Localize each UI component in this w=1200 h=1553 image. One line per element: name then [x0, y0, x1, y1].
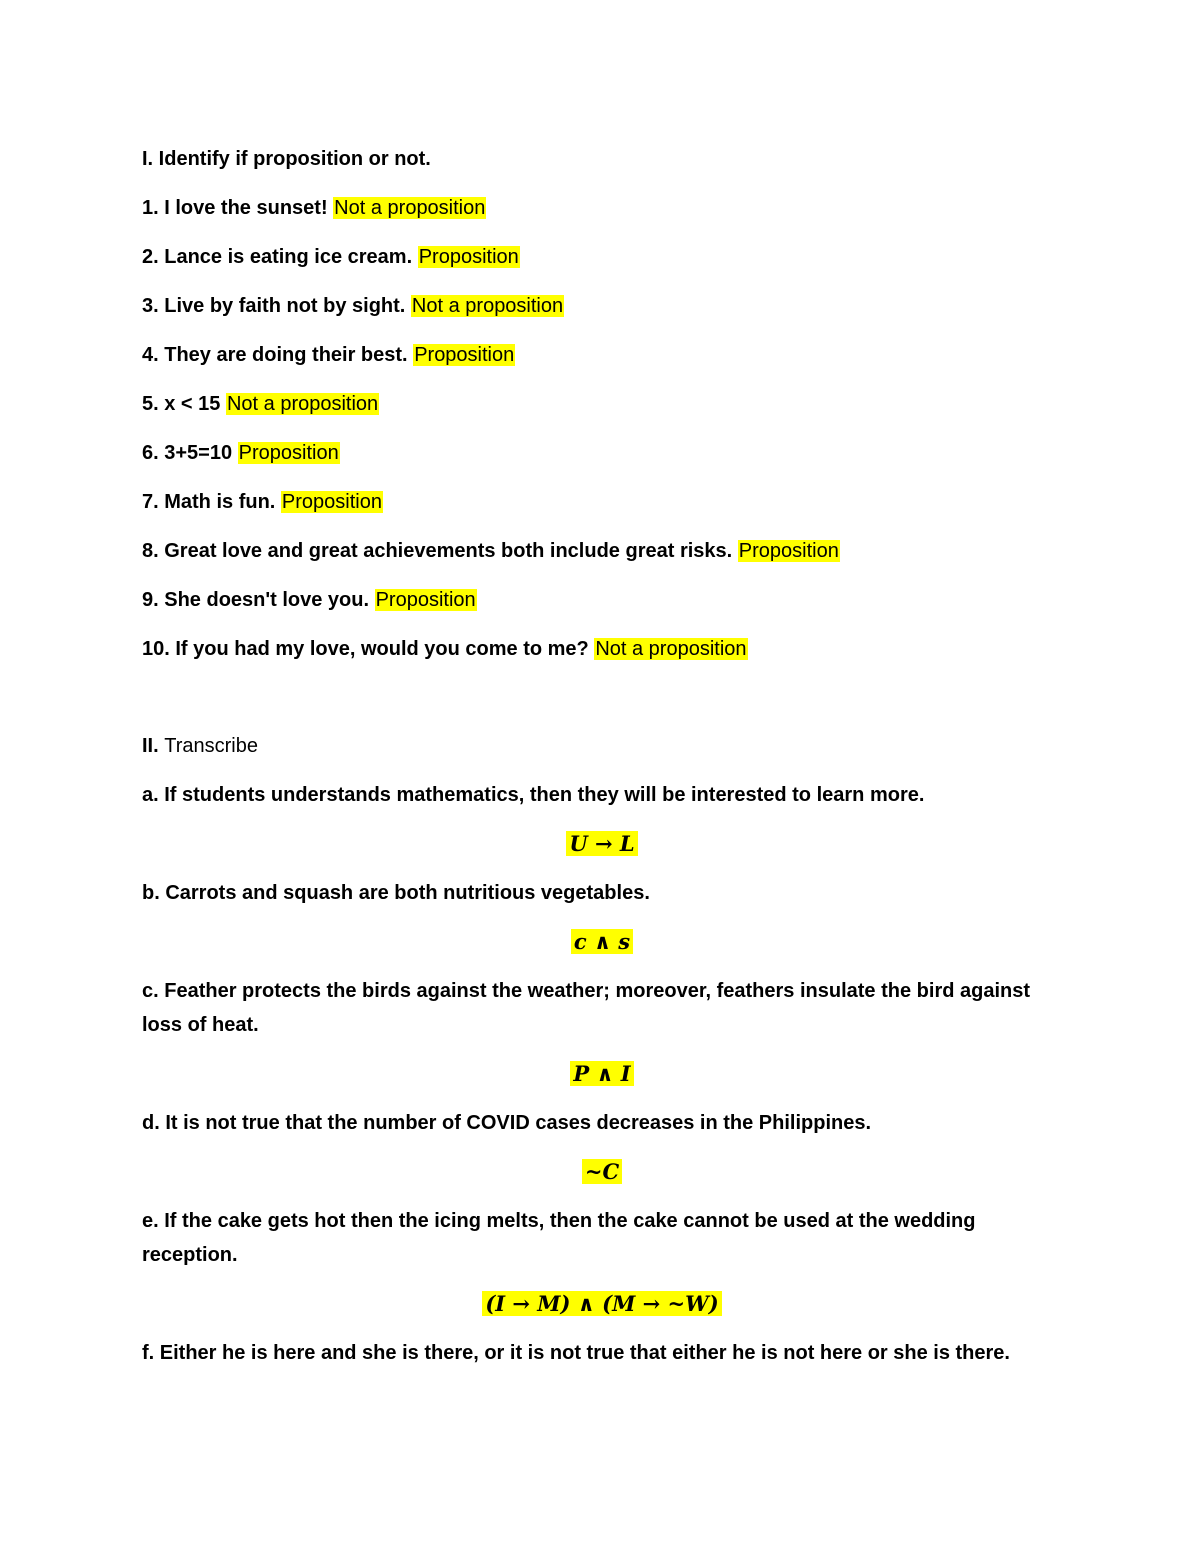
answer-highlight: Proposition [238, 442, 339, 464]
section-2-title: Transcribe [164, 735, 258, 757]
item-text: 8. Great love and great achievements both include great risks. [142, 540, 733, 562]
list-item [142, 191, 1062, 225]
question-f: f. Either he is here and she is there, or it is not true that either he is not here or she is there. [142, 1342, 1010, 1364]
section-1-heading: I. Identify if proposition or not. [142, 148, 431, 170]
list-item [142, 534, 1062, 568]
answer-highlight: Not a proposition [411, 295, 564, 317]
document-content [142, 142, 1062, 1385]
answer-highlight: Not a proposition [334, 197, 486, 219]
formula-highlight: (I → M) ∧ (M → ~W) [482, 1291, 721, 1316]
list-item [142, 387, 1062, 421]
list-item [142, 289, 1062, 323]
question-d: d. It is not true that the number of COVID cases decreases in the Philippines. [142, 1112, 872, 1134]
formula-highlight: P ∧ I [570, 1061, 633, 1086]
answer-highlight: Proposition [738, 540, 839, 562]
item-text: 9. She doesn't love you. [142, 589, 370, 611]
formula-highlight: U → L [566, 831, 637, 856]
list-item [142, 338, 1062, 372]
formula-highlight: ~C [582, 1159, 622, 1184]
item-text: 10. If you had my love, would you come to me? [142, 638, 589, 660]
list-item [142, 485, 1062, 519]
answer-highlight: Not a proposition [226, 393, 379, 415]
formula-highlight: c ∧ s [571, 929, 633, 954]
formula-c [142, 1057, 1062, 1091]
list-item [142, 632, 1062, 666]
question-e: e. If the cake gets hot then the icing melts, then the cake cannot be used at the wedding reception. [142, 1210, 976, 1266]
formula-d [142, 1155, 1062, 1189]
item-text: 1. I love the sunset! [142, 197, 328, 219]
answer-highlight: Proposition [418, 246, 519, 268]
section-2-number: II. [142, 735, 159, 757]
list-item [142, 583, 1062, 617]
item-text: 7. Math is fun. [142, 491, 276, 513]
answer-highlight: Proposition [375, 589, 476, 611]
item-text: 5. x < 15 [142, 393, 221, 415]
answer-highlight: Proposition [281, 491, 382, 513]
item-text: 6. 3+5=10 [142, 442, 233, 464]
list-item [142, 240, 1062, 274]
item-text: 4. They are doing their best. [142, 344, 408, 366]
question-a: a. If students understands mathematics, then they will be interested to learn more. [142, 784, 925, 806]
formula-e [142, 1287, 1062, 1321]
answer-highlight: Not a proposition [595, 638, 747, 660]
section-spacer [142, 681, 1062, 729]
question-b: b. Carrots and squash are both nutritious vegetables. [142, 882, 650, 904]
question-c: c. Feather protects the birds against the weather; moreover, feathers insulate the bird against loss of heat. [142, 980, 1031, 1036]
formula-a [142, 827, 1062, 861]
formula-b [142, 925, 1062, 959]
section-2-heading [142, 729, 1062, 763]
answer-highlight: Proposition [414, 344, 515, 366]
item-text: 3. Live by faith not by sight. [142, 295, 406, 317]
list-item [142, 436, 1062, 470]
item-text: 2. Lance is eating ice cream. [142, 246, 413, 268]
